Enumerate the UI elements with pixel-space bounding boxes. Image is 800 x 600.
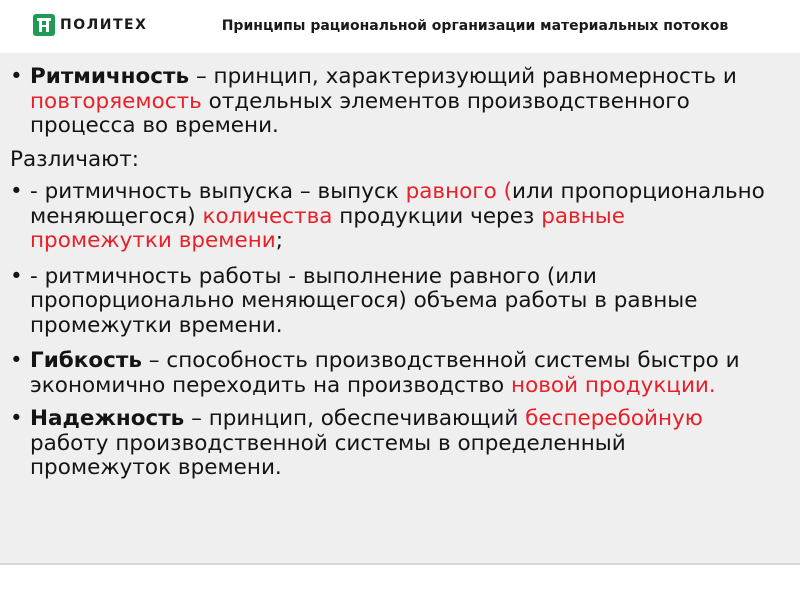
term-reliability: Надежность <box>30 406 185 431</box>
page-title: Принципы рациональной организации материальных потоков <box>221 18 729 34</box>
paragraph-work-rhythm: • - ритмичность работы - выполнение равного (или пропорционально меняющегося) объема работы в равные промежутки времени. <box>10 263 698 338</box>
bullet-icon: • <box>10 179 23 204</box>
paragraph-flexibility: • Гибкость – способность производственной системы быстро и экономично переходить на производство новой продукции. <box>10 348 740 398</box>
bullet-icon: • <box>10 406 23 431</box>
bullet-icon: • <box>10 348 23 373</box>
politeh-logo-icon <box>33 14 55 36</box>
paragraph-rhythmicity: • Ритмичность – принцип, характеризующий равномерность и повторяемость отдельных элементов производственного процесса во времени. <box>10 64 737 138</box>
term-flexibility: Гибкость <box>30 348 142 373</box>
paragraph-distinguish: Различают: <box>10 146 140 172</box>
politeh-logo <box>33 14 147 36</box>
logo-text: ПОЛИТЕХ <box>60 17 148 33</box>
slide-header <box>0 0 800 52</box>
bullet-icon: • <box>10 263 23 289</box>
highlight-repeatability: повторяемость <box>30 88 202 114</box>
footer-divider <box>0 563 800 565</box>
paragraph-reliability: • Надежность – принцип, обеспечивающий бесперебойную работу производственной системы в определенный промежуток времени. <box>10 406 703 480</box>
term-rhythmicity: Ритмичность <box>30 64 190 89</box>
paragraph-output-rhythm: • - ритмичность выпуска – выпуск равного (или пропорционально меняющегося) количества продукции через равные промежутки времени; <box>10 179 765 253</box>
slide-content <box>10 65 770 490</box>
bullet-icon: • <box>10 64 23 89</box>
slide-body <box>0 53 800 563</box>
